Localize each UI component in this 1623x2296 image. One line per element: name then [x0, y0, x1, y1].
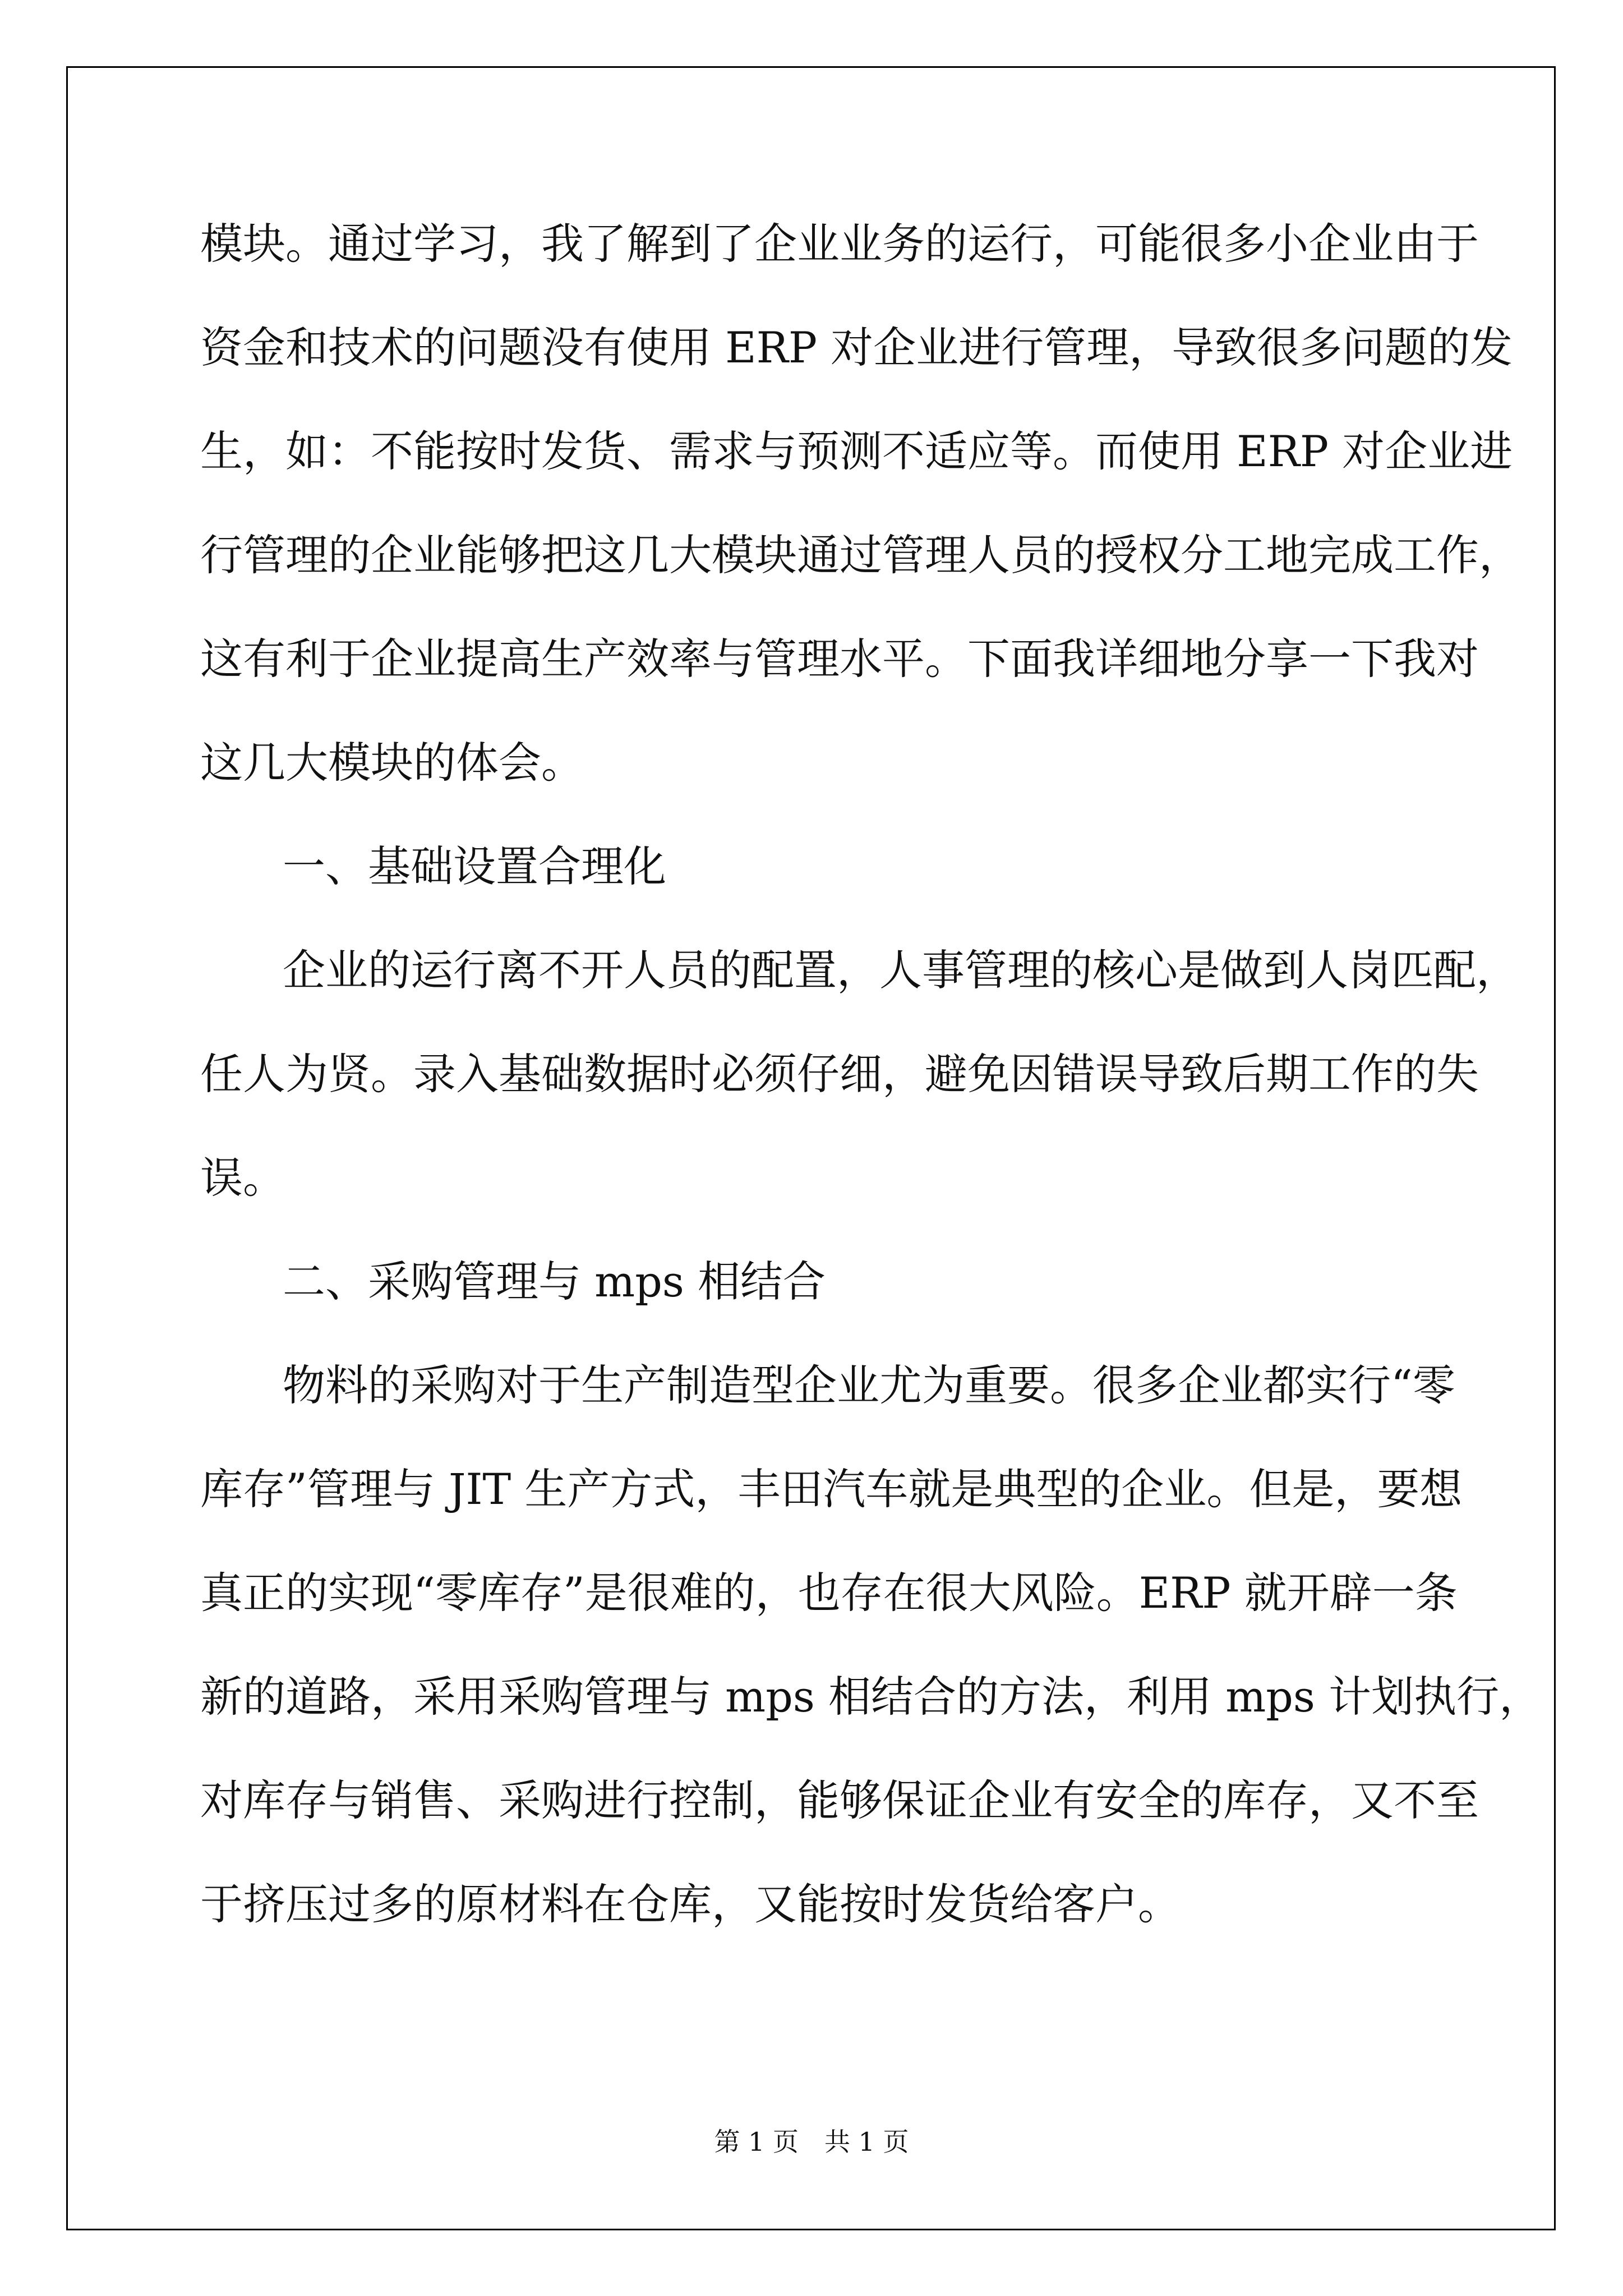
- paragraph-line: 物料的采购对于生产制造型企业尤为重要。很多企业都实行“零: [283, 1360, 1455, 1410]
- section-heading: 一、基础设置合理化: [283, 841, 666, 891]
- paragraph-line: 生，如：不能按时发货、需求与预测不适应等。而使用 ERP 对企业进: [200, 426, 1513, 476]
- paragraph-line: 新的道路，采用采购管理与 mps 相结合的方法，利用 mps 计划执行，: [200, 1672, 1542, 1722]
- paragraph-line: 这有利于企业提高生产效率与管理水平。下面我详细地分享一下我对: [200, 634, 1479, 684]
- section-heading: 二、采购管理与 mps 相结合: [283, 1257, 826, 1306]
- paragraph-line: 行管理的企业能够把这几大模块通过管理人员的授权分工地完成工作，: [200, 530, 1521, 580]
- paragraph-line: 真正的实现“零库存”是很难的，也存在很大风险。ERP 就开辟一条: [200, 1568, 1458, 1618]
- paragraph-line: 模块。通过学习，我了解到了企业业务的运行，可能很多小企业由于: [200, 219, 1479, 269]
- paragraph-line: 资金和技术的问题没有使用 ERP 对企业进行管理，导致很多问题的发: [200, 323, 1513, 372]
- paragraph-line: 任人为贤。录入基础数据时必须仔细，避免因错误导致后期工作的失: [200, 1049, 1479, 1099]
- paragraph-line: 误。: [200, 1153, 285, 1203]
- paragraph-line: 库存”管理与 JIT 生产方式，丰田汽车就是典型的企业。但是，要想: [200, 1464, 1463, 1514]
- paragraph-line: 企业的运行离不开人员的配置，人事管理的核心是做到人岗匹配，: [283, 945, 1519, 995]
- paragraph-line: 于挤压过多的原材料在仓库，又能按时发货给客户。: [200, 1879, 1181, 1929]
- paragraph-line: 这几大模块的体会。: [200, 738, 584, 788]
- paragraph-line: 对库存与销售、采购进行控制，能够保证企业有安全的库存，又不至: [200, 1775, 1479, 1825]
- page-footer: 第 1 页 共 1 页: [714, 2127, 909, 2157]
